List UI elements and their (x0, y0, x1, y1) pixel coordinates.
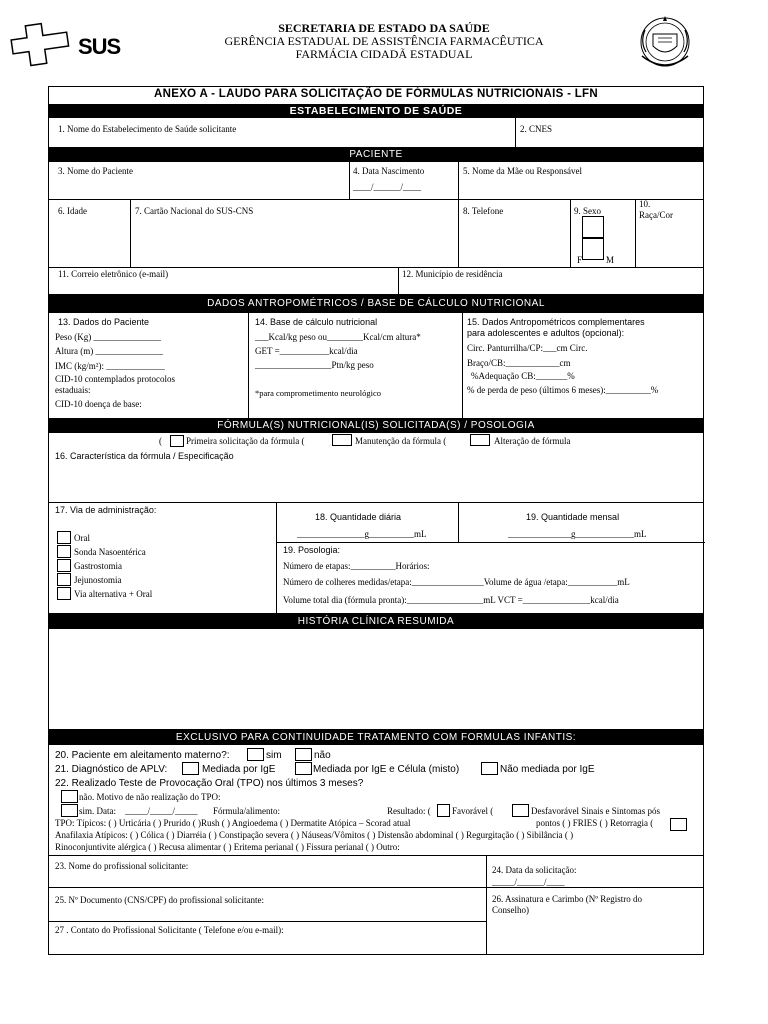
sex-m-checkbox[interactable] (582, 238, 604, 260)
field-26-label: 26. Assinatura e Carimbo (Nº Registro do (492, 894, 643, 904)
field-27-label: 27 . Contato do Profissional Solicitante ( Telefone e/ou e-mail): (55, 925, 284, 935)
opt-primeira-label: Primeira solicitação da fórmula ( (186, 436, 305, 446)
via-gastrostomia-label: Gastrostomia (74, 561, 122, 571)
section-formula: FÓRMULA(S) NUTRICIONAL(IS) SOLICITADA(S) / POSOLOGIA (49, 419, 703, 433)
via-oral-checkbox[interactable] (57, 531, 71, 544)
q21-nao-mediada-label: Não mediada por IgE (500, 764, 595, 775)
field-24-label: 24. Data da solicitação: (492, 865, 577, 875)
form-title: ANEXO A - LAUDO PARA SOLICITAÇÃO DE FÓRMULAS NUTRICIONAIS - LFN (154, 88, 598, 100)
section-historia: HISTÓRIA CLÍNICA RESUMIDA (49, 614, 703, 629)
sex-f-checkbox[interactable] (582, 216, 604, 238)
field-1-label: 1. Nome do Estabelecimento de Saúde solicitante (58, 124, 237, 134)
c13-cid1: CID-10 contemplados protocolos (55, 374, 175, 384)
c15-line2[interactable]: Braço/CB:____________cm (467, 358, 571, 368)
field-4-date[interactable]: ____/______/____ (353, 182, 422, 192)
lfn-form (48, 86, 704, 955)
q21-ige-label: Mediada por IgE (202, 764, 276, 775)
via-alternativa-checkbox[interactable] (57, 587, 71, 600)
c13-cid2: CID-10 doença de base: (55, 399, 142, 409)
field-4-label: 4. Data Nascimento (353, 166, 425, 176)
q20-label: 20. Paciente em aleitamento materno?: (55, 750, 230, 761)
q22-favoravel-label: Favorável ( (452, 806, 494, 816)
c13-title: 13. Dados do Paciente (58, 317, 150, 327)
section-infantil: EXCLUSIVO PARA CONTINUIDADE TRATAMENTO COM FORMULAS INFANTIS: (49, 730, 703, 745)
field-23-label: 23. Nome do profissional solicitante: (55, 861, 189, 871)
via-sonda-checkbox[interactable] (57, 545, 71, 558)
field-16-label: 16. Característica da fórmula / Especificação (55, 451, 234, 461)
q22-nao-checkbox[interactable] (61, 790, 78, 803)
coat-of-arms-icon (636, 12, 694, 74)
via-sonda-label: Sonda Nasoentérica (74, 547, 146, 557)
via-alternativa-label: Via alternativa + Oral (74, 589, 153, 599)
c15-line1[interactable]: Circ. Panturrilha/CP:___cm Circ. (467, 343, 588, 353)
field-6-label: 6. Idade (58, 206, 87, 216)
posologia-title: 19. Posologia: (283, 545, 341, 555)
tpo-line-1: TPO: Típicos: ( ) Urticária ( ) Prurido ( )Rush ( ) Angioedema ( ) Dermatite Atópica – Scorad atual (55, 818, 411, 828)
state-coat-of-arms (636, 12, 694, 74)
header-line-3: FARMÁCIA CIDADÃ ESTADUAL (295, 47, 473, 61)
field-8-label: 8. Telefone (463, 206, 504, 216)
field-12-label: 12. Município de residência (402, 269, 503, 279)
c14-line1[interactable]: ___Kcal/kg peso ou________Kcal/cm altura* (255, 332, 421, 342)
opt-alteracao-label: Alteração de fórmula (494, 436, 571, 446)
sex-m-label: M (606, 255, 615, 265)
q22-nao-label: não. Motivo de não realização do TPO: (79, 792, 221, 802)
q20-sim-label: sim (266, 750, 282, 761)
header-line-2: GERÊNCIA ESTADUAL DE ASSISTÊNCIA FARMACÊUTICA (224, 34, 544, 48)
historia-textarea[interactable] (49, 629, 703, 729)
field-26-label-2: Conselho) (492, 905, 529, 915)
q22-formula-label: Fórmula/alimento: (213, 806, 280, 816)
q22-sim-checkbox[interactable] (61, 804, 78, 817)
field-25-label: 25. Nº Documento (CNS/CPF) do profissional solicitante: (55, 895, 265, 905)
sex-f-label: F (577, 255, 583, 265)
opt-primeira-checkbox[interactable] (170, 435, 184, 447)
opt-paren-1: ( (159, 436, 162, 446)
opt-alteracao-checkbox[interactable] (470, 434, 490, 446)
field-10-label: 10. (639, 199, 651, 209)
via-gastrostomia-checkbox[interactable] (57, 559, 71, 572)
field-7-label: 7. Cartão Nacional do SUS-CNS (135, 206, 254, 216)
q22-label: 22. Realizado Teste de Provocação Oral (TPO) nos últimos 3 meses? (55, 778, 364, 789)
q21-misto-label: Mediada por IgE e Célula (misto) (313, 764, 460, 775)
via-oral-label: Oral (74, 533, 90, 543)
field-3-label: 3. Nome do Paciente (58, 166, 133, 176)
c15-title: 15. Dados Antropométricos complementares (467, 317, 645, 327)
section-estabelecimento: ESTABELECIMENTO DE SAÚDE (49, 104, 703, 118)
c13-cid1b: estaduais: (55, 385, 91, 395)
tpo-pontos: pontos ( ) FRIES ( ) Retorragia ( (536, 818, 654, 828)
q22-desfavoravel-checkbox[interactable] (512, 804, 529, 817)
q20-nao-label: não (314, 750, 331, 761)
q21-misto-checkbox[interactable] (295, 762, 312, 775)
c14-note: *para comprometimento neurológico (255, 388, 382, 398)
c14-title: 14. Base de cálculo nutricional (255, 317, 378, 327)
q21-ige-checkbox[interactable] (182, 762, 199, 775)
header-line-1: SECRETARIA DE ESTADO DA SAÚDE (278, 21, 490, 35)
section-paciente: PACIENTE (49, 148, 703, 162)
c15-line4[interactable]: % de perda de peso (últimos 6 meses):__________% (467, 385, 659, 395)
field-19-label: 19. Quantidade mensal (526, 512, 620, 522)
field-10-raca-label: Raça/Cor (639, 210, 673, 220)
field-17-label: 17. Via de administração: (55, 505, 157, 515)
q20-sim-checkbox[interactable] (247, 748, 264, 761)
q22-date[interactable]: _____/_____/_____ (125, 806, 198, 816)
opt-manutencao-checkbox[interactable] (332, 434, 352, 446)
c15-line3[interactable]: %Adequação CB:_______% (471, 371, 575, 381)
q20-nao-checkbox[interactable] (295, 748, 312, 761)
section-antropometricos: DADOS ANTROPOMÉTRICOS / BASE DE CÁLCULO NUTRICIONAL (49, 295, 703, 313)
q21-nao-mediada-checkbox[interactable] (481, 762, 498, 775)
c14-line3[interactable]: _________________Ptn/kg peso (255, 360, 374, 370)
field-18-blank[interactable]: _______________g__________mL (297, 529, 427, 539)
tpo-line-3: Rinoconjuntivite alérgica ( ) Recusa alimentar ( ) Eritema perianal ( ) Fissura perianal ( ) Outro: (55, 842, 400, 852)
posologia-line2[interactable]: Número de colheres medidas/etapa:________________Volume de água /etapa:___________mL (283, 577, 630, 587)
q22-resultado-label: Resultado: ( (387, 806, 431, 816)
c14-line2[interactable]: GET =___________kcal/dia (255, 346, 358, 356)
field-2-label: 2. CNES (520, 124, 553, 134)
tpo-line-2: Anafilaxia Atípicos: ( ) Cólica ( ) Diarréia ( ) Constipação severa ( ) Náuseas/Vômitos ( ) Distensão abdominal ( ) Regurgitação ( ) Sibilância ( ) (55, 830, 574, 840)
field-5-label: 5. Nome da Mãe ou Responsável (463, 166, 582, 176)
q22-desfavoravel-label: Desfavorável Sinais e Sintomas pós (531, 806, 660, 816)
field-19-blank[interactable]: ______________g_____________mL (508, 529, 647, 539)
c13-peso[interactable]: Peso (Kg) _______________ (55, 332, 161, 342)
c13-altura[interactable]: Altura (m) _______________ (55, 346, 163, 356)
via-jejunostomia-checkbox[interactable] (57, 573, 71, 586)
tpo-retorragia-checkbox[interactable] (670, 818, 687, 831)
sus-logo-text: SUS (78, 34, 121, 59)
posologia-line1[interactable]: Número de etapas:__________Horários: (283, 561, 430, 571)
posologia-line3[interactable]: Volume total dia (fórmula pronta):_________________mL VCT =_______________kcal/dia (283, 595, 619, 605)
q22-favoravel-checkbox[interactable] (437, 804, 450, 817)
q21-label: 21. Diagnóstico de APLV: (55, 764, 168, 775)
c15-title2: para adolescentes e adultos (opcional): (467, 328, 625, 338)
field-18-label: 18. Quantidade diária (315, 512, 402, 522)
c13-imc[interactable]: IMC (kg/m²): _____________ (55, 361, 165, 371)
field-24-date[interactable]: _____/______/____ (492, 877, 565, 887)
field-11-label: 11. Correio eletrônico (e-mail) (58, 269, 169, 279)
q22-sim-label: sim. Data: (79, 806, 116, 816)
via-jejunostomia-label: Jejunostomia (74, 575, 122, 585)
field-9-label: 9. Sexo (574, 206, 601, 216)
opt-manutencao-label: Manutenção da fórmula ( (355, 436, 447, 446)
